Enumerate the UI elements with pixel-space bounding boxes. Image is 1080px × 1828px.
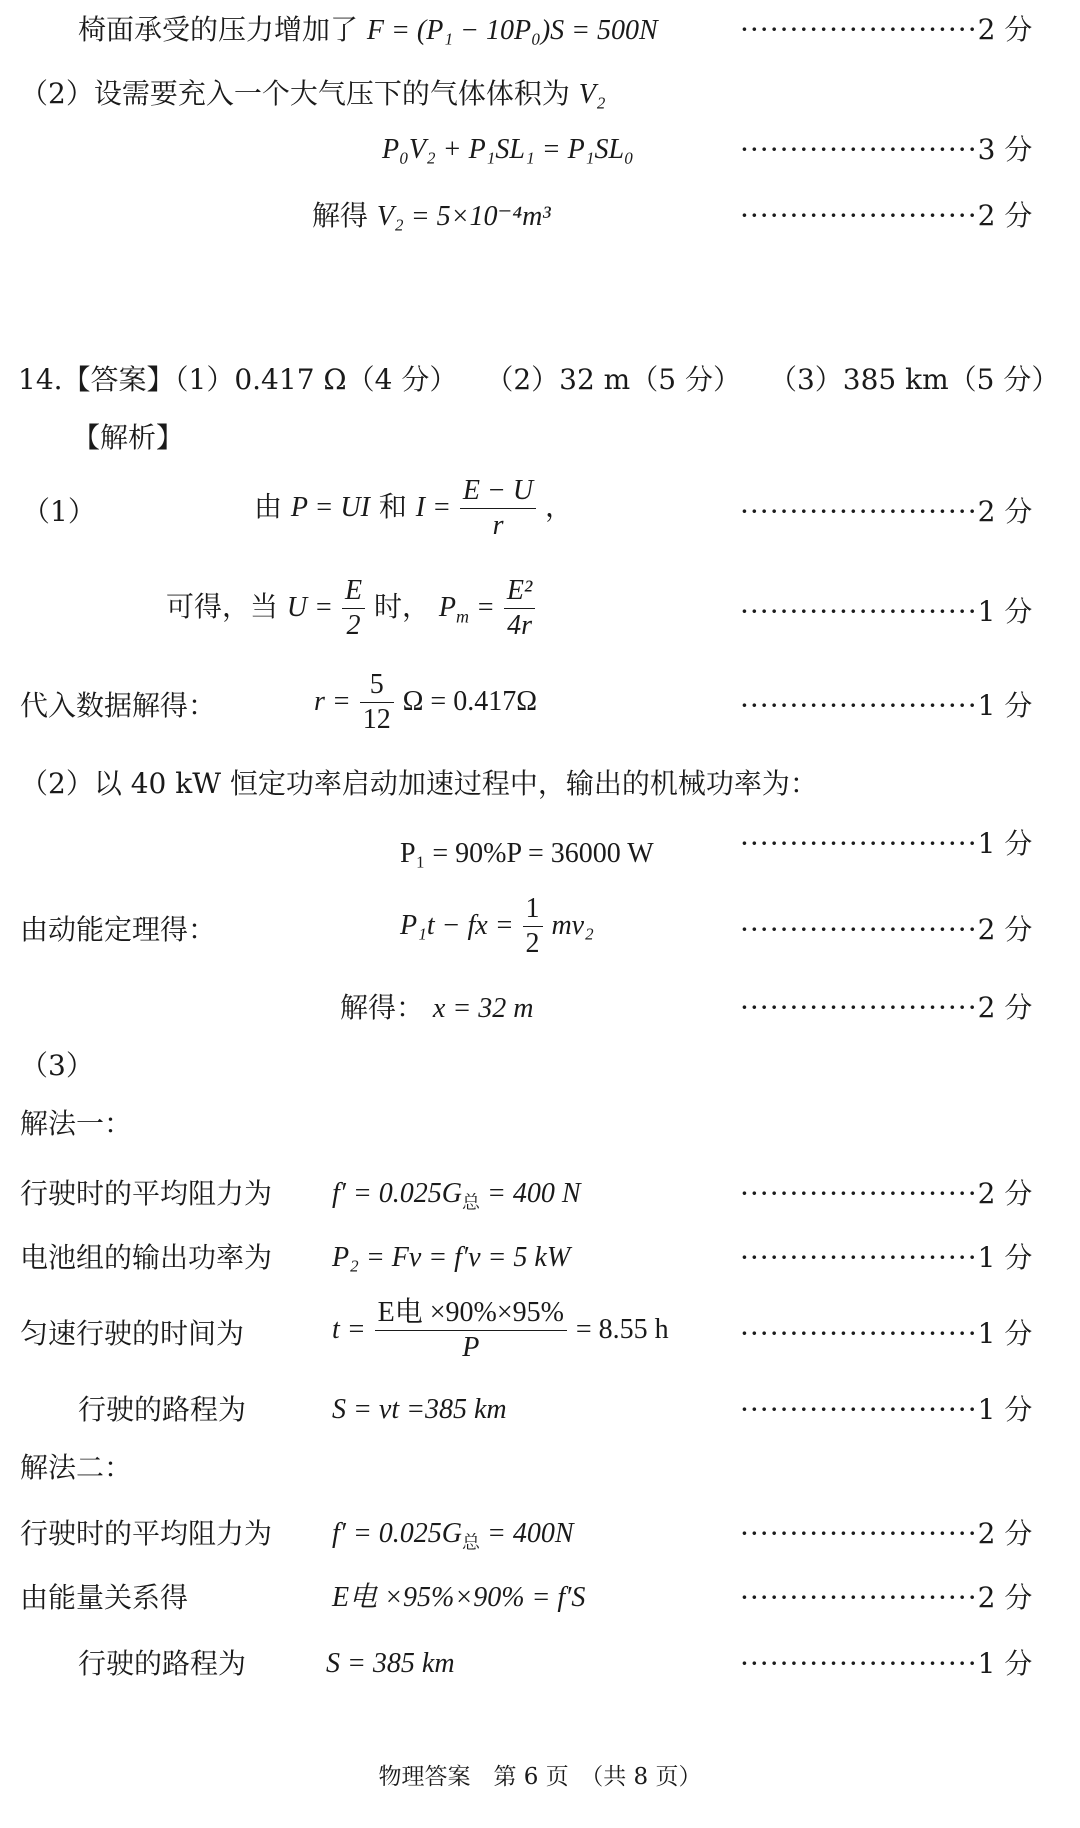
score-22: ························2 分 [740, 1581, 1033, 1614]
line-7: 由 P = UI 和 I = $\frac{E - U}{r}$ ， [254, 475, 574, 541]
score-4: ························2 分 [740, 199, 1033, 232]
line-18: t = $\frac{\text{E电 ×90\%×95\%}}{P}$ = 8.55 h [332, 1297, 669, 1363]
line-12-label: 由动能定理得： [20, 913, 217, 946]
line-16-label: 行驶时的平均阻力为 [20, 1177, 273, 1210]
fraction: $\frac{E - U}{r}$ [460, 474, 536, 543]
score-8: ························1 分 [740, 595, 1033, 628]
score-13: ························2 分 [740, 991, 1033, 1024]
line-1: 椅面承受的压力增加了 F = (P₁ − 10P₀)S = 500N [78, 13, 658, 46]
line-10: （2）以 40 kW 恒定功率启动加速过程中，输出的机械功率为： [20, 767, 818, 800]
line-19-label: 行驶的路程为 [78, 1393, 247, 1426]
line-16-formula: $f' = 0.025G_总 = 400$ N [332, 1178, 581, 1213]
line-11-formula: P₁ = 90%P = 36000 W [400, 838, 654, 869]
score-12: ························2 分 [740, 913, 1033, 946]
line-9-label: 代入数据解得： [20, 689, 217, 722]
pressure-formula: F = (P₁ − 10P₀)S = 500N [366, 15, 658, 46]
line-21-label: 行驶时的平均阻力为 [20, 1517, 273, 1550]
line-23-label: 行驶的路程为 [78, 1647, 247, 1680]
score-19: ························1 分 [740, 1393, 1033, 1426]
fraction: $\frac{\text{E电 ×90\%×95\%}}{P}$ [375, 1296, 567, 1365]
line-23-formula: S = 385 km [326, 1648, 455, 1679]
line-22-label: 由能量关系得 [20, 1581, 189, 1614]
line-21-formula: $f' = 0.025G_总 = 400N$ [332, 1518, 574, 1553]
answer-line: 14.【答案】（1）0.417 Ω（4 分） （2）32 m（5 分） （3）385 km（5 分） [18, 363, 1060, 396]
score-23: ························1 分 [740, 1647, 1033, 1680]
score-1: ························2 分 [740, 13, 1033, 46]
line-4: 解得 V₂ = 5×10⁻⁴m³ [312, 199, 551, 232]
analysis-heading: 【解析】 [72, 421, 185, 454]
part-1-label: （1） [22, 495, 96, 528]
line-8: 可得，当 U = $\frac{E}{2}$ 时， $P_m$ = $\frac{\text{E²}}{4r}$ [166, 574, 535, 643]
fraction: $\frac{\text{E²}}{4r}$ [504, 574, 536, 643]
score-3: ························3 分 [740, 133, 1033, 166]
line-9: r = $\frac{5}{12}$ Ω = 0.417Ω [314, 669, 538, 735]
score-17: ························1 分 [740, 1241, 1033, 1274]
score-11: ························1 分 [740, 827, 1033, 860]
fraction: $\frac{5}{12}$ [360, 668, 394, 737]
fraction: $\frac{1}{2}$ [523, 892, 543, 961]
line-19-formula: S = vt =385 km [332, 1394, 507, 1425]
score-7: ························2 分 [740, 495, 1033, 528]
line-22-formula: E电 ×95%×90% = f′S [332, 1582, 586, 1613]
line-17-label: 电池组的输出功率为 [20, 1241, 273, 1274]
page-footer: 物理答案 第 6 页 （共 8 页） [378, 1764, 702, 1790]
score-21: ························2 分 [740, 1517, 1033, 1550]
score-9: ························1 分 [740, 689, 1033, 722]
score-18: ························1 分 [740, 1317, 1033, 1350]
part-3-label: （3） [20, 1049, 94, 1082]
line-18-label: 匀速行驶的时间为 [20, 1317, 245, 1350]
line-2: （2）设需要充入一个大气压下的气体体积为 V₂ [20, 77, 606, 110]
fraction: $\frac{E}{2}$ [342, 574, 365, 643]
line-12: P₁t − fx = $\frac{1}{2}$ mv₂ [400, 893, 594, 959]
line-13: 解得： x = 32 m [340, 991, 534, 1024]
line-17-formula: P₂ = Fv = f′v = 5 kW [332, 1242, 571, 1273]
method-2-heading: 解法二： [20, 1451, 133, 1484]
line-3-formula: P₀V₂ + P₁SL₁ = P₁SL₀ [382, 134, 634, 165]
method-1-heading: 解法一： [20, 1107, 133, 1140]
score-16: ························2 分 [740, 1177, 1033, 1210]
